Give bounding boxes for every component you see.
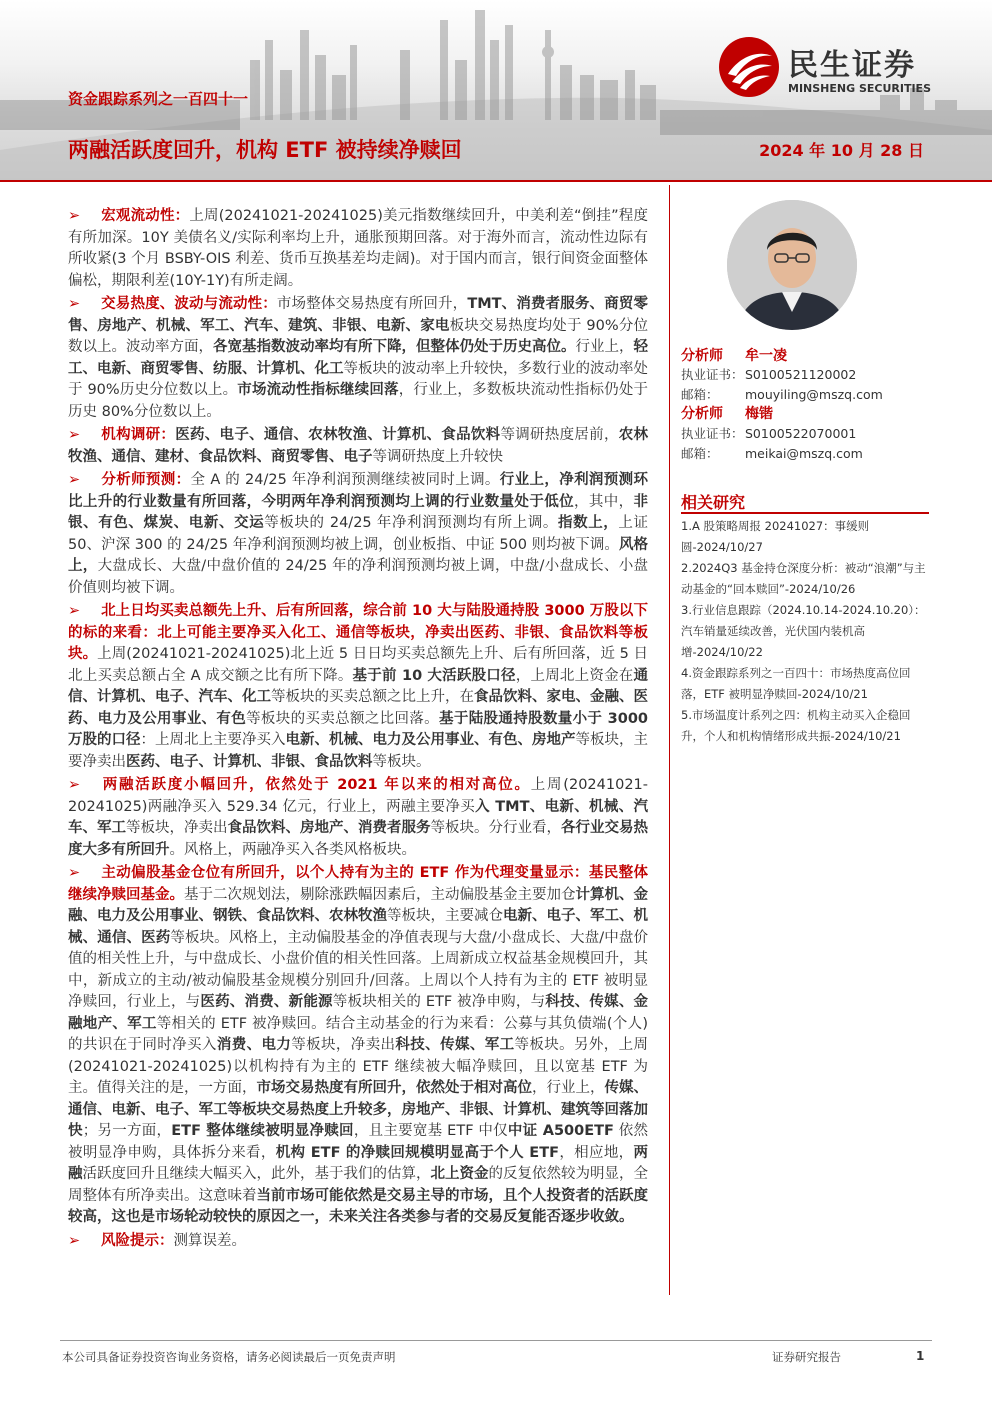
- summary-paragraph: [68, 601, 648, 773]
- analyst-photo: [727, 200, 857, 330]
- paragraph-text: ，其中，: [573, 493, 634, 510]
- summary-paragraph: [68, 470, 648, 599]
- paragraph-text: 各宽基指数波动率均有所下降，但整体仍处于历史高位。: [213, 339, 576, 355]
- paragraph-text: 全 A 的 24/25 年净利润预测继续被同时上调。: [190, 472, 500, 488]
- paragraph-text: 电新、机械、电力及公用事业、有色、房地产: [285, 732, 576, 748]
- related-research-list: [681, 516, 931, 747]
- paragraph-text: 科技、传媒、军工: [395, 1037, 515, 1053]
- paragraph-text: 依然被明显净申购，具体拆分来看，: [68, 1123, 649, 1161]
- analyst-name: 牟一凌: [745, 348, 787, 364]
- arrow-bullet-icon: ➢: [68, 296, 81, 312]
- paragraph-text: 上周(20241021-20241025)两融净买入 529.34 亿元，行业上，两融主要净买: [68, 777, 648, 815]
- paragraph-text: 机构调研：: [101, 427, 176, 443]
- paragraph-text: 当前市场可能依然是交易主导的市场，且个人投资者的活跃度较高，这也是市场轮动较快的原因之一，未来关注各类参与者的交易反复能否逐步收敛。: [68, 1187, 648, 1225]
- paragraph-text: 电新、电子、军工、机械、通信、医药: [68, 908, 648, 946]
- paragraph-text: 测算误差。: [173, 1232, 246, 1249]
- arrow-bullet-icon: ➢: [68, 603, 81, 619]
- analyst-name: 梅锴: [745, 406, 773, 422]
- paragraph-text: 两融: [68, 1144, 649, 1182]
- cert-number: S0100521120002: [745, 367, 857, 382]
- related-research-item[interactable]: 2.2024Q3 基金持仓深度分析：被动“浪潮”与主动基金的“回本赎回”-2024/10/26: [681, 561, 926, 596]
- related-research-item[interactable]: 3.行业信息跟踪（2024.10.14-2024.10.20）：汽车销量延续改善，光伏国内装机高增-2024/10/22: [681, 603, 926, 659]
- summary-paragraph: [68, 775, 648, 861]
- paragraph-text: 轻工、电新、商贸零售、纺服、计算机、化工: [68, 339, 648, 377]
- paragraph-text: 计算机、金融、电力及公用事业、钢铁、食品饮料、农林牧渔: [68, 886, 648, 924]
- paragraph-text: 等板块。分行业看，: [430, 820, 561, 836]
- paragraph-text: TMT、消费者服务、商贸零售、房地产、机械、军工、汽车、建筑、非银、电新、家电: [68, 296, 648, 334]
- summary-paragraph: [68, 863, 648, 1229]
- paragraph-text: 两融活跃度小幅回升，依然处于 2021 年以来的相对高位。: [101, 777, 531, 793]
- paragraph-text: 等板块的 24/25 年净利润预测均有所上调。: [264, 515, 559, 531]
- paragraph-text: 等板块。另外，上周(20241021-20241025)以机构持有为主的 ETF 继续被大幅净赎回，且以宽基 ETF 为主。值得关注的是，一方面，: [68, 1037, 649, 1096]
- paragraph-text: ；另一方面，: [82, 1123, 172, 1139]
- paragraph-text: 风险提示：: [101, 1232, 174, 1249]
- page-number: 1: [916, 1349, 925, 1363]
- paragraph-text: 等相关的 ETF 被净赎回。结合主动基金的行为来看：公募与其负债端(个人)的共识在于同时净买入: [68, 1015, 649, 1053]
- arrow-bullet-icon: ➢: [68, 1232, 81, 1249]
- paragraph-text: 交易热度、波动与流动性：: [101, 296, 277, 312]
- series-label: 资金跟踪系列之一百四十一: [68, 90, 249, 108]
- paragraph-text: 上周(20241021-20241025)美元指数继续回升，中美利差“倒挂”程度有所加深。10Y 美债名义/实际利率均上升，通胀预期回落。对于海外而言，流动性边际有所收紧(3 个月 BSBY-OIS 利差、货币互换基差均走阔)。对于国内而言，银行间资金面整体偏松，期限利差(10Y-1Y)有所走阔。: [68, 208, 648, 289]
- analyst-role: 分析师: [681, 406, 723, 422]
- footer-doc-type: 证券研究报告: [772, 1350, 841, 1364]
- paragraph-text: 基于前 10 大活跃股口径: [352, 667, 516, 684]
- arrow-bullet-icon: ➢: [68, 208, 81, 224]
- report-header: [0, 0, 992, 181]
- paragraph-text: 等调研热度上升较快: [372, 448, 503, 465]
- paragraph-text: ，行业上，: [532, 1080, 605, 1096]
- minsheng-logo-icon: [718, 36, 780, 98]
- related-research-title: 相关研究: [681, 493, 746, 512]
- paragraph-text: 食品饮料、房地产、消费者服务: [227, 820, 431, 836]
- paragraph-text: ，相应地，: [559, 1144, 634, 1161]
- paragraph-text: 行业上，: [575, 339, 634, 355]
- logo-text-en: MINSHENG SECURITIES: [788, 82, 931, 95]
- paragraph-text: 消费、电力: [216, 1037, 292, 1053]
- paragraph-text: 各行业交易热度大多有所回升: [68, 820, 648, 858]
- paragraph-text: 上周(20241021-20241025)北上近 5 日日均买卖总额先上升、后有所回落，近 5 日北上买卖总额占全 A 成交额之比有所下降。: [68, 646, 649, 684]
- arrow-bullet-icon: ➢: [68, 865, 81, 881]
- paragraph-text: 板块交易热度均处于 90%分位数以上。波动率方面，: [68, 317, 649, 355]
- paragraph-text: 等板块的买卖总额之比上升，在: [271, 689, 474, 705]
- paragraph-text: 机构 ETF 的净赎回规模明显高于个人 ETF: [275, 1144, 559, 1161]
- arrow-bullet-icon: ➢: [68, 472, 81, 488]
- paragraph-text: 等板块，主要净卖出: [68, 732, 648, 770]
- logo-text-cn: 民生证券: [788, 48, 916, 83]
- paragraph-text: 医药、电子、计算机、非银、食品饮料: [126, 753, 373, 770]
- analyst-portrait-icon: [727, 200, 857, 330]
- paragraph-text: 基于陆股通持股数量小于 3000 万股的口径: [68, 710, 649, 748]
- related-research-item[interactable]: 4.资金跟踪系列之一百四十：市场热度高位回落，ETF 被明显净赎回-2024/10/21: [681, 666, 911, 701]
- paragraph-text: 风格上，: [68, 536, 649, 574]
- paragraph-text: 北上资金: [430, 1166, 489, 1182]
- column-divider: [669, 185, 670, 1295]
- summary-paragraph: [68, 425, 648, 468]
- paragraph-text: 的反复依然较为明显，全周整体有所净卖出。这意味着: [68, 1166, 648, 1204]
- paragraph-text: 。风格上，两融净买入各类风格板块。: [169, 841, 416, 858]
- analyst-email[interactable]: meikai@mszq.com: [745, 446, 863, 461]
- paragraph-text: 科技、传媒、金融地产、军工: [68, 994, 649, 1032]
- email-label: 邮箱：: [681, 387, 719, 402]
- paragraph-text: 等调研热度居前，: [500, 427, 619, 443]
- paragraph-text: 等板块，净卖出: [126, 820, 228, 836]
- paragraph-text: 等板块。: [372, 753, 431, 770]
- paragraph-text: 上证 50、沪深 300 的 24/25 年净利润预测均被上调，创业板指、中证 500 则均被下调。: [68, 515, 649, 553]
- paragraph-text: 传媒、通信、电新、电子、军工等板块交易热度上升较多，房地产、非银、计算机、建筑等回落加快: [68, 1080, 648, 1139]
- paragraph-text: 医药、消费、新能源: [200, 994, 333, 1010]
- paragraph-text: 行业上，净利润预测环比上升的行业数量有所回落，今明两年净利润预测均上调的行业数量处于低位: [68, 472, 648, 510]
- related-research-item[interactable]: 1.A 股策略周报 20241027：事缓则圆-2024/10/27: [681, 519, 870, 554]
- arrow-bullet-icon: ➢: [68, 777, 81, 793]
- paragraph-text: 分析师预测：: [101, 472, 191, 488]
- paragraph-text: 活跃度回升且继续大幅买入，此外，基于我们的估算，: [82, 1166, 431, 1182]
- paragraph-text: 中证 A500ETF: [507, 1123, 614, 1139]
- paragraph-text: 农林牧渔、通信、建材、食品饮料、商贸零售、电子: [68, 427, 649, 465]
- cert-label: 执业证书：: [681, 367, 744, 382]
- arrow-bullet-icon: ➢: [68, 427, 81, 443]
- paragraph-text: 主动偏股基金仓位有所回升，以个人持有为主的 ETF 作为代理变量显示：基民整体继续净赎回基金。: [68, 865, 648, 903]
- paragraph-text: 医药、电子、通信、农林牧渔、计算机、食品饮料: [175, 427, 501, 443]
- cert-label: 执业证书：: [681, 426, 744, 441]
- summary-paragraph: [68, 1231, 648, 1253]
- paragraph-text: 等板块相关的 ETF 被净申购，与: [332, 994, 546, 1010]
- paragraph-text: 基于二次规划法，剔除涨跌幅因素后，主动偏股基金主要加仓: [184, 886, 576, 903]
- paragraph-text: 等板块的波动率上升较快，多数行业的波动率处于 90%历史分位数以上。: [68, 360, 648, 398]
- summary-body: [68, 206, 648, 1254]
- paragraph-text: 等板块，净卖出: [291, 1037, 396, 1053]
- paragraph-text: 市场整体交易热度有所回升，: [276, 296, 468, 312]
- analyst-email[interactable]: mouyiling@mszq.com: [745, 387, 883, 402]
- paragraph-text: 宏观流动性：: [101, 208, 190, 224]
- company-logo: [718, 36, 968, 100]
- paragraph-text: 入 TMT、电新、机械、汽车、军工: [68, 798, 648, 836]
- paragraph-text: 食品饮料、家电、金融、医药、电力及公用事业、有色: [68, 689, 648, 727]
- paragraph-text: 北上日均买卖总额先上升、后有所回落，综合前 10 大与陆股通持股 3000 万股以下的标的来看：北上可能主要净买入化工、通信等板块，净卖出医药、非银、食品饮料等板块。: [68, 603, 648, 662]
- paragraph-text: 非银、有色、煤炭、电新、交运: [68, 493, 649, 531]
- footer-divider: [60, 1340, 932, 1341]
- summary-paragraph: [68, 206, 648, 292]
- paragraph-text: 等板块。风格上，主动偏股基金的净值表现与大盘/小盘成长、大盘/中盘价值的相关性上升，与中盘成长、小盘价值的相关性回落。上周新成立权益基金规模回升，其中，新成立的主动/被动偏股基金规模分别回升/回落。上周以个人持有为主的 ETF 被明显净赎回，行业上，与: [68, 929, 648, 1010]
- paragraph-text: 市场交易热度有所回升，依然处于相对高位: [256, 1080, 532, 1096]
- paragraph-text: ETF 整体继续被明显净赎回: [171, 1123, 354, 1139]
- paragraph-text: 等板块的买卖总额之比回落。: [246, 710, 440, 727]
- paragraph-text: 市场流动性指标继续回落: [237, 382, 399, 398]
- report-date: 2024 年 10 月 28 日: [759, 141, 924, 160]
- report-title: 两融活跃度回升，机构 ETF 被持续净赎回: [68, 138, 462, 162]
- related-research-divider: [681, 512, 929, 514]
- analyst-role: 分析师: [681, 348, 723, 364]
- footer-disclaimer: 本公司具备证券投资咨询业务资格，请务必阅读最后一页免责声明: [62, 1350, 396, 1364]
- paragraph-text: ：上周北上主要净买入: [140, 732, 286, 748]
- paragraph-text: 大盘成长、大盘/中盘价值的 24/25 年的净利润预测均被上调，中盘/小盘成长、小盘价值则均被下调。: [68, 558, 648, 596]
- email-label: 邮箱：: [681, 446, 719, 461]
- paragraph-text: ，行业上，多数板块流动性指标仍处于历史 80%分位数以上。: [68, 382, 649, 420]
- summary-paragraph: [68, 294, 648, 423]
- paragraph-text: ，且主要宽基 ETF 中仅: [353, 1123, 508, 1139]
- paragraph-text: ，上周北上资金在: [515, 667, 634, 684]
- paragraph-text: 等板块，主要减仓: [387, 908, 503, 924]
- paragraph-text: 通信、计算机、电子、汽车、化工: [68, 667, 649, 705]
- cert-number: S0100522070001: [745, 426, 857, 441]
- paragraph-text: 指数上，: [558, 515, 619, 531]
- related-research-item[interactable]: 5.市场温度计系列之四：机构主动买入企稳回升，个人和机构情绪形成共振-2024/10/21: [681, 708, 911, 743]
- header-divider: [0, 180, 992, 182]
